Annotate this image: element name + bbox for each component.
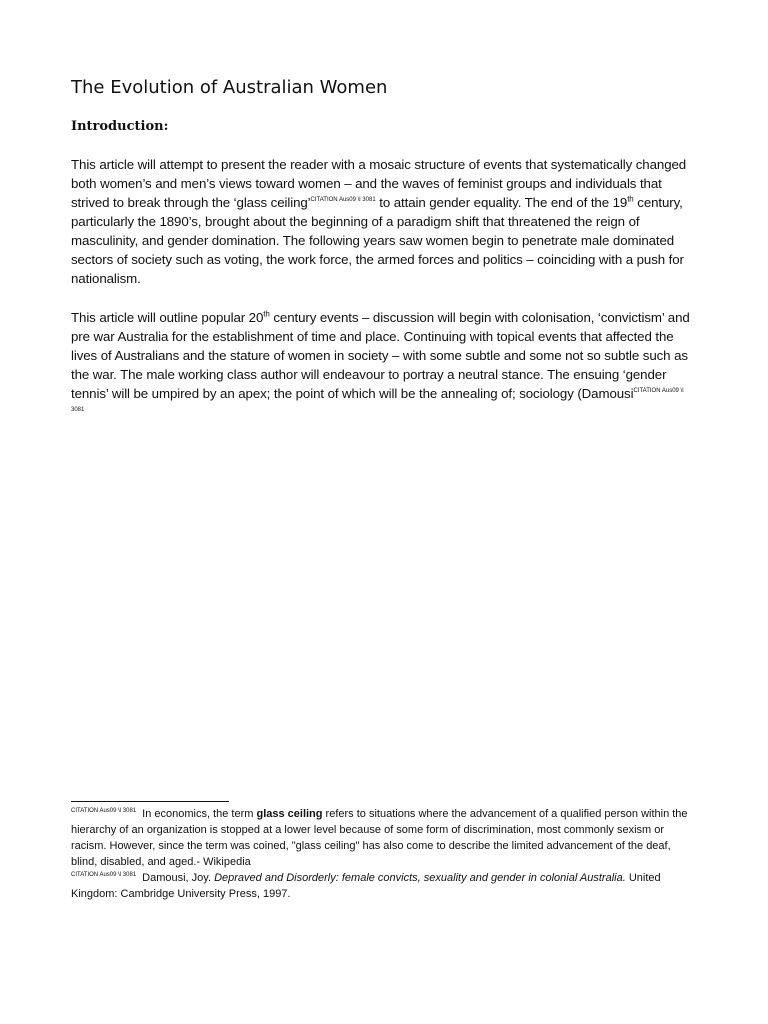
ordinal-superscript: th [627,194,634,204]
paragraph-1-text-c: century, particularly the 1890’s, brought about the beginning of a paradigm shift that threatened the reign of masculinity, and gender domination. The following years saw women begin to penetrate male dominated sectors of society such as voting, the work force, the armed forces and politics – coinciding with a push for nationalism. [71,195,684,286]
footnote-2-publisher: United Kingdom: Cambridge University Press, 1997. [71,872,661,900]
paragraph-2-text-a: This article will outline popular 20 [71,310,264,325]
footnote-1-text-b: refers to situations where the advancement of a qualified person within the hierarchy of an organization is stopped at a lower level because of some form of discrimination, most commonly sexism or racism. However, since the term was coined, "glass ceiling" has also come to describe the limited advancement of the deaf, blind, disabled, and aged.- Wikipedia [71,808,688,868]
footnote-separator [71,801,229,802]
footnote-2-author: Damousi, Joy. [142,872,215,884]
paragraph-1-text-b: to attain gender equality. The end of the 19 [375,195,628,210]
citation-marker: CITATION Aus09 \l 3081 [310,197,376,203]
paragraph-2 [71,308,696,422]
footnote-1-text-a: In economics, the term [142,808,257,820]
paragraph-2-text-b: century events – discussion will begin with colonisation, ‘convictism’ and pre war Australia for the establishment of time and place. Continuing with topical events that affected the lives of Australians and the stature of women in society – with some subtle and some not so subtle such as the war. The male working class author will endeavour to portray a neutral stance. The ensuing ‘gender tennis’ will be umpired by an apex; the point of which will be the annealing of; sociology (Damousi [71,310,690,401]
footnote-1 [71,806,696,870]
document-title: The Evolution of Australian Women [71,77,388,98]
citation-marker: CITATION Aus09 \l 3081 [71,388,684,413]
footnote-2 [71,870,696,902]
paragraph-1-text-a: This article will attempt to present the reader with a mosaic structure of events that systematically changed both women’s and men’s views toward women – and the waves of feminist groups and individuals that strived to break through the ‘glass ceiling’ [71,157,687,210]
footnote-citation-marker: CITATION Aus09 \l 3081 [71,872,137,878]
footnote-2-book-title: Depraved and Disorderly: female convicts, sexuality and gender in colonial Australia. [214,872,626,884]
footnote-1-term: glass ceiling [256,808,323,820]
paragraph-1 [71,155,696,288]
footnotes [71,806,696,902]
ordinal-superscript: th [263,309,270,319]
section-heading-introduction: Introduction: [71,119,169,134]
footnote-citation-marker: CITATION Aus09 \l 3081 [71,808,137,814]
